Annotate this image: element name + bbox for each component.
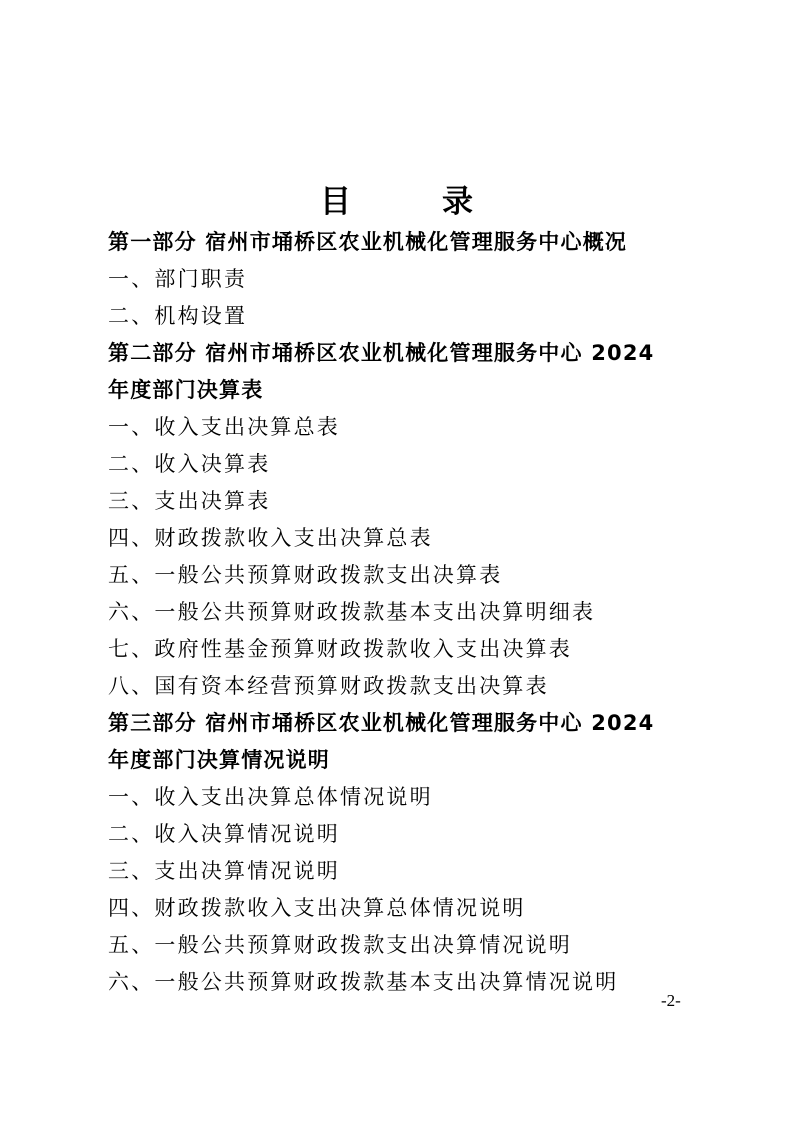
toc-part-heading[interactable]: 第一部分 宿州市埇桥区农业机械化管理服务中心概况 (108, 230, 628, 254)
toc-entry[interactable]: 二、机构设置 (108, 304, 248, 328)
toc-part-heading-continued[interactable]: 年度部门决算表 (108, 378, 264, 402)
toc-entry[interactable]: 四、财政拨款收入支出决算总表 (108, 526, 433, 550)
page-title: 目 录 (320, 184, 503, 220)
toc-entry[interactable]: 七、政府性基金预算财政拨款收入支出决算表 (108, 637, 572, 661)
toc-entry[interactable]: 一、部门职责 (108, 267, 248, 291)
toc-part-heading[interactable]: 第二部分 宿州市埇桥区农业机械化管理服务中心 2024 (108, 341, 655, 365)
toc-entry[interactable]: 四、财政拨款收入支出决算总体情况说明 (108, 896, 526, 920)
toc-entry[interactable]: 三、支出决算表 (108, 489, 271, 513)
toc-entry[interactable]: 一、收入支出决算总表 (108, 415, 340, 439)
page-number: -2- (661, 991, 681, 1010)
toc-part-heading[interactable]: 第三部分 宿州市埇桥区农业机械化管理服务中心 2024 (108, 711, 655, 735)
toc-part-heading-continued[interactable]: 年度部门决算情况说明 (108, 748, 330, 772)
toc-entry[interactable]: 二、收入决算情况说明 (108, 822, 340, 846)
toc-entry[interactable]: 二、收入决算表 (108, 452, 271, 476)
toc-entry[interactable]: 三、支出决算情况说明 (108, 859, 340, 883)
toc-entry[interactable]: 六、一般公共预算财政拨款基本支出决算情况说明 (108, 970, 619, 994)
table-of-contents (108, 224, 708, 1001)
toc-entry[interactable]: 五、一般公共预算财政拨款支出决算表 (108, 563, 503, 587)
toc-entry[interactable]: 一、收入支出决算总体情况说明 (108, 785, 433, 809)
toc-entry[interactable]: 六、一般公共预算财政拨款基本支出决算明细表 (108, 600, 596, 624)
toc-entry[interactable]: 五、一般公共预算财政拨款支出决算情况说明 (108, 933, 572, 957)
toc-entry[interactable]: 八、国有资本经营预算财政拨款支出决算表 (108, 674, 549, 698)
